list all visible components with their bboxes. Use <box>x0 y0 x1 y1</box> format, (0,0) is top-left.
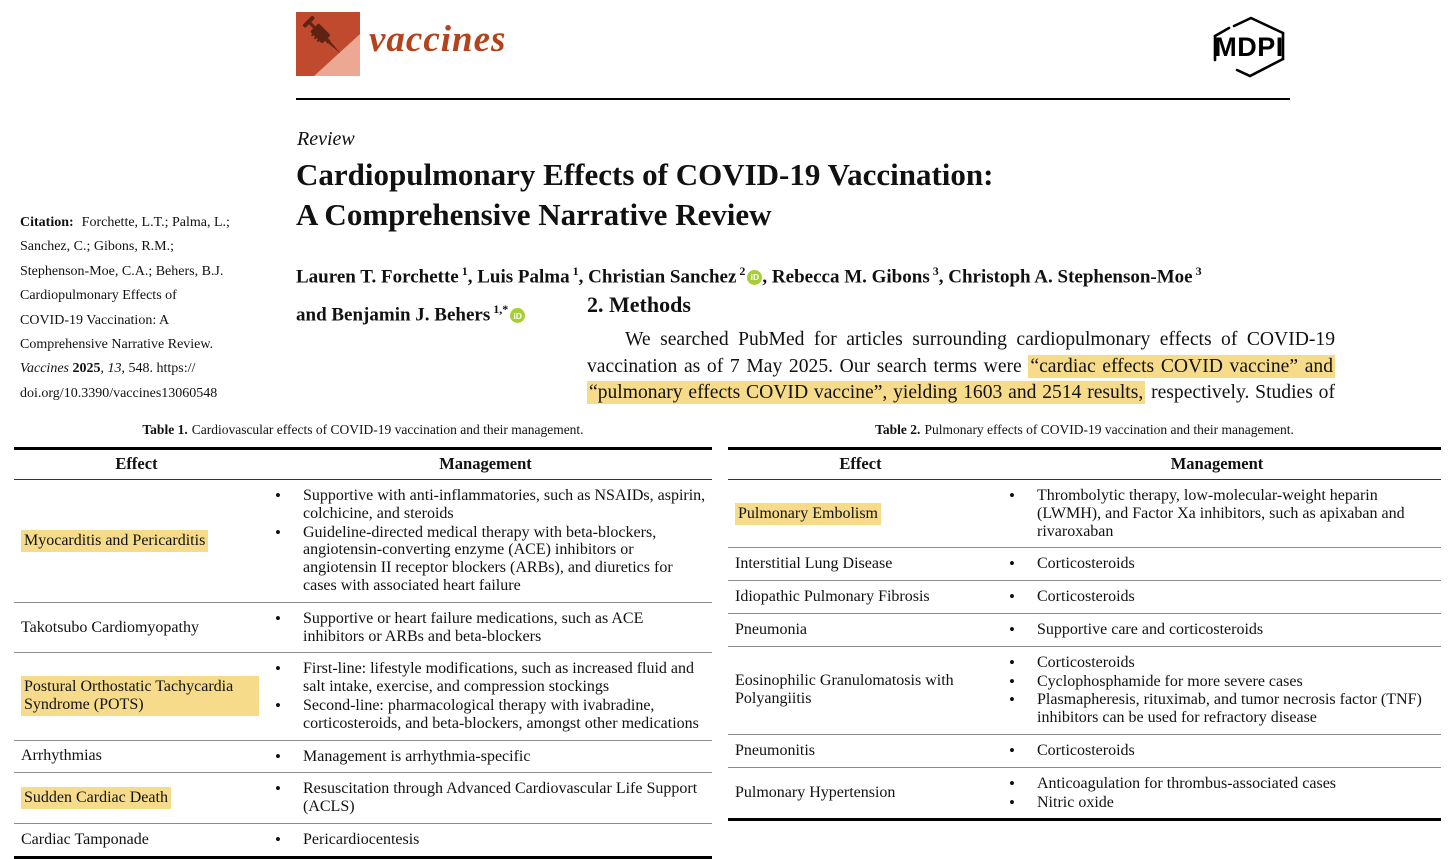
table-1-header-row <box>14 450 712 480</box>
management-bullet: • Plasmapheresis, rituximab, and tumor necrosis factor (TNF) inhibitors can be used for refractory disease <box>993 691 1435 727</box>
management-bullet: • Second-line: pharmacological therapy with ivabradine, corticosteroids, and beta-blockers, amongst other medications <box>259 697 706 733</box>
citation-line: Cardiopulmonary Effects of <box>20 288 177 304</box>
author-line-1: Lauren T. Forchette $^1$, Luis Palma $^1$, Christian Sanchez $^2$ iD , Rebecca M. Gibons $^3$, Christoph A. Stephenson-Moe $^3$ <box>296 264 1202 288</box>
table-2-header-row <box>728 450 1441 480</box>
effect-label: Pulmonary Hypertension <box>735 784 896 802</box>
journal-name: vaccines <box>369 19 507 60</box>
citation-line: COVID-19 Vaccination: A <box>20 312 170 328</box>
effect-label: Cardiac Tamponade <box>21 830 149 848</box>
management-bullet: • Corticosteroids <box>993 588 1435 606</box>
effect-label: Interstitial Lung Disease <box>735 555 893 573</box>
mdpi-wordmark: MDPI <box>1214 31 1284 62</box>
table-row-egpa <box>728 647 1441 735</box>
author-list <box>296 255 1286 332</box>
citation-line: Comprehensive Narrative Review. <box>20 337 214 353</box>
table-row-pneumonia <box>728 614 1441 647</box>
table-row-pots <box>14 653 712 740</box>
effect-highlighted: Sudden Cardiac Death <box>21 787 171 809</box>
table-row-pulmonary-hypertension <box>728 768 1441 819</box>
citation-block <box>20 211 252 406</box>
effect-highlighted: Postural Orthostatic Tachycardia Syndrome (POTS) <box>21 676 259 716</box>
effect-label: Idiopathic Pulmonary Fibrosis <box>735 588 930 606</box>
management-bullet: • First-line: lifestyle modifications, such as increased fluid and salt intake, exercise, and compression stockings <box>259 660 706 696</box>
management-bullet: • Anticoagulation for thrombus-associated cases <box>993 775 1435 793</box>
management-bullet: • Corticosteroids <box>993 654 1435 672</box>
table-2-caption: Table 2. Pulmonary effects of COVID-19 vaccination and their management. <box>875 422 1294 437</box>
effect-label: Arrhythmias <box>21 747 102 765</box>
effect-highlighted: Pulmonary Embolism <box>735 503 881 525</box>
citation-line: Vaccines 2025, 13, 548. https:// <box>20 361 196 377</box>
table-row-takotsubo <box>14 603 712 654</box>
management-bullet: • Cyclophosphamide for more severe cases <box>993 673 1435 691</box>
management-bullet: • Thrombolytic therapy, low-molecular-weight heparin (LWMH), and Factor Xa inhibitors, such as apixaban and rivaroxaban <box>993 487 1435 540</box>
orcid-icon[interactable]: iD <box>747 270 762 285</box>
table-row-idiopathic-pulmonary-fibrosis <box>728 581 1441 614</box>
vaccines-journal-logo <box>296 12 360 76</box>
management-bullet: • Management is arrhythmia-specific <box>259 748 706 766</box>
mdpi-logo <box>1206 15 1292 79</box>
management-bullet: • Supportive care and corticosteroids <box>993 621 1435 639</box>
management-bullet: • Corticosteroids <box>993 555 1435 573</box>
management-bullet: • Nitric oxide <box>993 794 1435 812</box>
management-bullet: • Pericardiocentesis <box>259 831 706 849</box>
citation-doi[interactable]: doi.org/10.3390/vaccines13060548 <box>20 385 218 401</box>
table-row-interstitial-lung-disease <box>728 548 1441 581</box>
table-row-cardiac-tamponade <box>14 824 712 856</box>
col-header-management: Management <box>439 454 532 473</box>
col-header-effect: Effect <box>839 454 882 473</box>
citation-label: Citation: <box>20 215 74 230</box>
effect-label: Pneumonia <box>735 620 807 638</box>
table-2-pulmonary <box>728 422 1441 821</box>
citation-line: Stephenson-Moe, C.A.; Behers, B.J. <box>20 263 224 279</box>
col-header-management: Management <box>1170 454 1264 473</box>
table-row-myocarditis <box>14 480 712 603</box>
management-bullet: • Supportive with anti-inflammatories, such as NSAIDs, aspirin, colchicine, and steroids <box>259 487 706 523</box>
effect-label: Takotsubo Cardiomyopathy <box>21 618 199 636</box>
management-bullet: • Guideline-directed medical therapy with beta-blockers, angiotensin-converting enzyme (ACE) inhibitors or angiotensin II receptor blockers (ARBs), and diuretics for cases with associated heart failure <box>259 524 706 595</box>
effect-highlighted: Myocarditis and Pericarditis <box>21 530 208 552</box>
orcid-icon[interactable]: iD <box>510 308 525 323</box>
management-bullet: • Corticosteroids <box>993 742 1435 760</box>
management-bullet: • Supportive or heart failure medications, such as ACE inhibitors or ARBs and beta-blockers <box>259 610 706 646</box>
citation-line: Citation: Forchette, L.T.; Palma, L.; <box>20 215 230 230</box>
section-heading-methods: 2. Methods <box>587 292 691 317</box>
table-1-cardiovascular <box>14 422 712 859</box>
methods-paragraph: We searched PubMed for articles surrounding cardiopulmonary effects of COVID-19 vaccination as of 7 May 2025. Our search terms were “cardiac effects COVID vaccine” and “pulmonary effects COVID vaccine”, yielding 1603 and 2514 results, respectively. Studies of <box>587 329 1335 404</box>
header-divider <box>296 98 1290 100</box>
article-type: Review <box>297 128 355 150</box>
table-row-arrhythmias <box>14 741 712 774</box>
highlighted-search-terms: “cardiac effects COVID vaccine” and “pulmonary effects COVID vaccine”, yielding 1603 and 2514 results, <box>589 355 1333 404</box>
citation-line: Sanchez, C.; Gibons, R.M.; <box>20 239 174 255</box>
table-row-sudden-cardiac-death <box>14 773 712 824</box>
article-title: Cardiopulmonary Effects of COVID-19 Vaccination: A Comprehensive Narrative Review <box>296 157 994 232</box>
effect-label: Pneumonitis <box>735 741 816 759</box>
table-row-pulmonary-embolism <box>728 480 1441 548</box>
col-header-effect: Effect <box>115 454 158 473</box>
management-bullet: • Resuscitation through Advanced Cardiovascular Life Support (ACLS) <box>259 780 706 816</box>
table-1-caption: Table 1. Cardiovascular effects of COVID-19 vaccination and their management. <box>142 422 584 437</box>
author-line-2: and Benjamin J. Behers $^{1,*}$ iD <box>296 293 1286 331</box>
effect-label: Eosinophilic Granulomatosis with Polyangiitis <box>735 672 954 708</box>
table-row-pneumonitis <box>728 735 1441 768</box>
